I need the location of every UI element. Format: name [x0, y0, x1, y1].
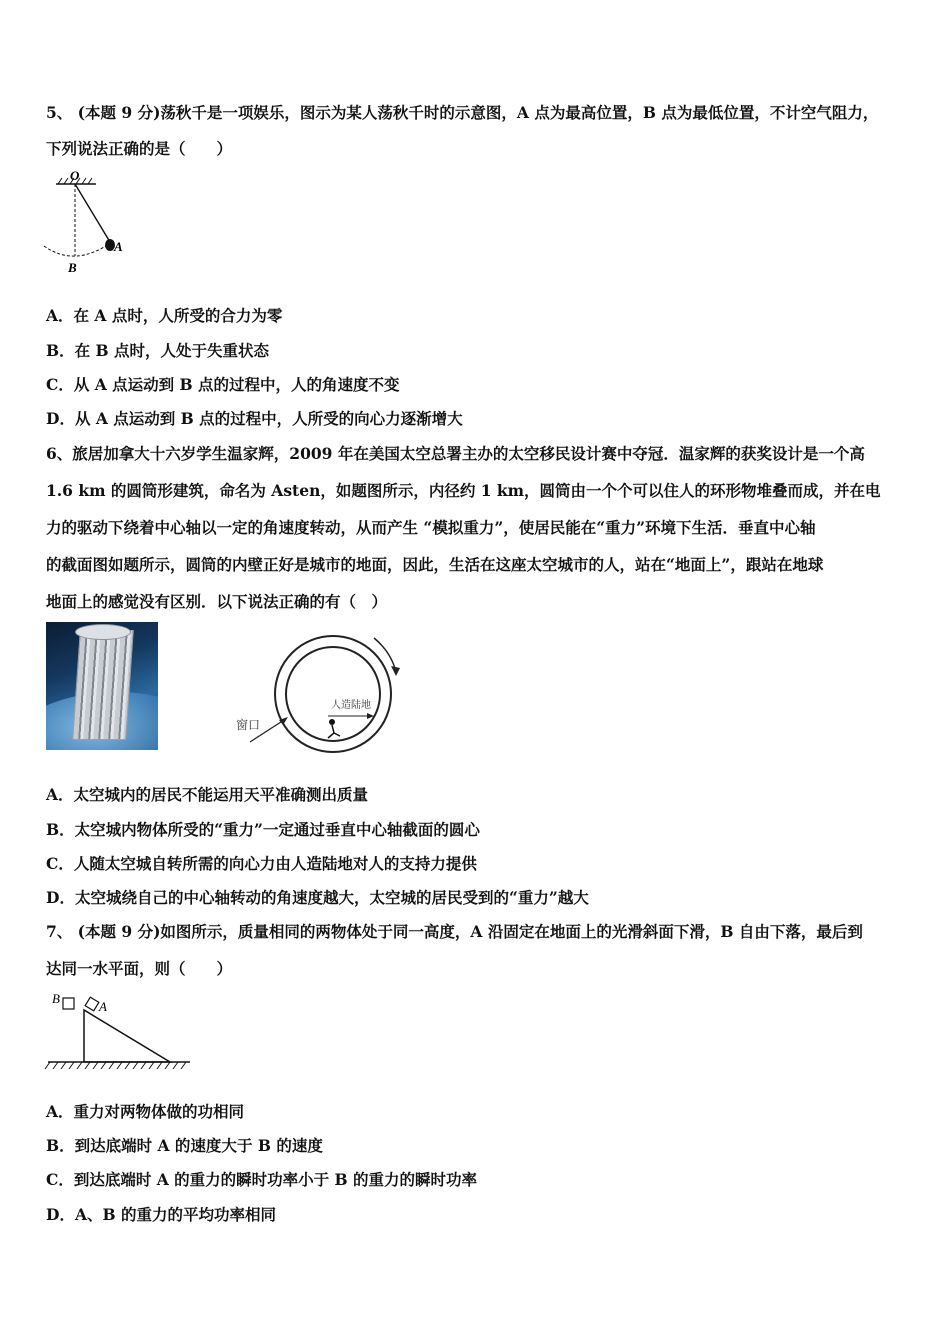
q7-stem-line1: 7、 (本题 9 分)如图所示，质量相同的两物体处于同一高度，A 沿固定在地面上的光滑斜面下滑，B 自由下落，最后到: [46, 922, 863, 941]
q6-stem-line1: 6、旅居加拿大十六岁学生温家辉，2009 年在美国太空总署主办的太空移民设计赛中夺冠．温家辉的获奖设计是一个高: [46, 444, 865, 463]
q6-option-b: B．太空城内物体所受的“重力”一定通过垂直中心轴截面的圆心: [46, 820, 480, 839]
label-window: 窗口: [236, 718, 261, 732]
incline-label-a: A: [99, 999, 107, 1014]
q5-option-a: A．在 A 点时，人所受的合力为零: [46, 306, 283, 325]
swing-diagram: [40, 168, 150, 278]
q6-stem-line3: 力的驱动下绕着中心轴以一定的角速度转动，从而产生 “模拟重力”，使居民能在“重力”环境下生活．垂直中心轴: [46, 518, 816, 537]
q7-option-a: A．重力对两物体做的功相同: [46, 1102, 245, 1121]
swing-label-b: B: [68, 260, 77, 275]
swing-label-a: A: [114, 239, 123, 254]
q6-option-a: A．太空城内的居民不能运用天平准确测出质量: [46, 785, 369, 804]
space-city-cross-section: [228, 628, 428, 758]
q7-option-c: C．到达底端时 A 的重力的瞬时功率小于 B 的重力的瞬时功率: [46, 1170, 478, 1189]
q6-stem-line4: 的截面图如题所示，圆筒的内壁正好是城市的地面，因此，生活在这座太空城市的人，站在“地面上”，跟站在地球: [46, 555, 824, 574]
q6-stem-line5: 地面上的感觉没有区别．以下说法正确的有（ ）: [46, 592, 388, 611]
incline-diagram: [44, 988, 194, 1078]
q5-stem-line2: 下列说法正确的是（ ）: [46, 139, 233, 158]
q5-option-d: D．从 A 点运动到 B 点的过程中，人所受的向心力逐渐增大: [46, 409, 463, 428]
q6-stem-line2: 1.6 km 的圆筒形建筑，命名为 Asten，如题图所示，内径约 1 km，圆筒由一个个可以住人的环形物堆叠而成，并在电: [46, 481, 881, 500]
space-city-photo: [46, 622, 158, 750]
q6-option-c: C．人随太空城自转所需的向心力由人造陆地对人的支持力提供: [46, 854, 477, 873]
q7-option-b: B．到达底端时 A 的速度大于 B 的速度: [46, 1136, 323, 1155]
label-artificial-land: 人造陆地: [331, 700, 371, 711]
q5-option-c: C．从 A 点运动到 B 点的过程中，人的角速度不变: [46, 375, 400, 394]
q7-option-d: D．A、B 的重力的平均功率相同: [46, 1205, 276, 1224]
q7-stem-line2: 达同一水平面，则（ ）: [46, 959, 233, 978]
q5-stem-line1: 5、 (本题 9 分)荡秋千是一项娱乐，图示为某人荡秋千时的示意图，A 点为最高位置，B 点为最低位置，不计空气阻力，: [46, 103, 879, 122]
swing-label-o: O: [70, 168, 80, 183]
q5-option-b: B．在 B 点时，人处于失重状态: [46, 341, 269, 360]
incline-label-b: B: [52, 991, 60, 1006]
q6-option-d: D．太空城绕自己的中心轴转动的角速度越大，太空城的居民受到的“重力”越大: [46, 888, 589, 907]
